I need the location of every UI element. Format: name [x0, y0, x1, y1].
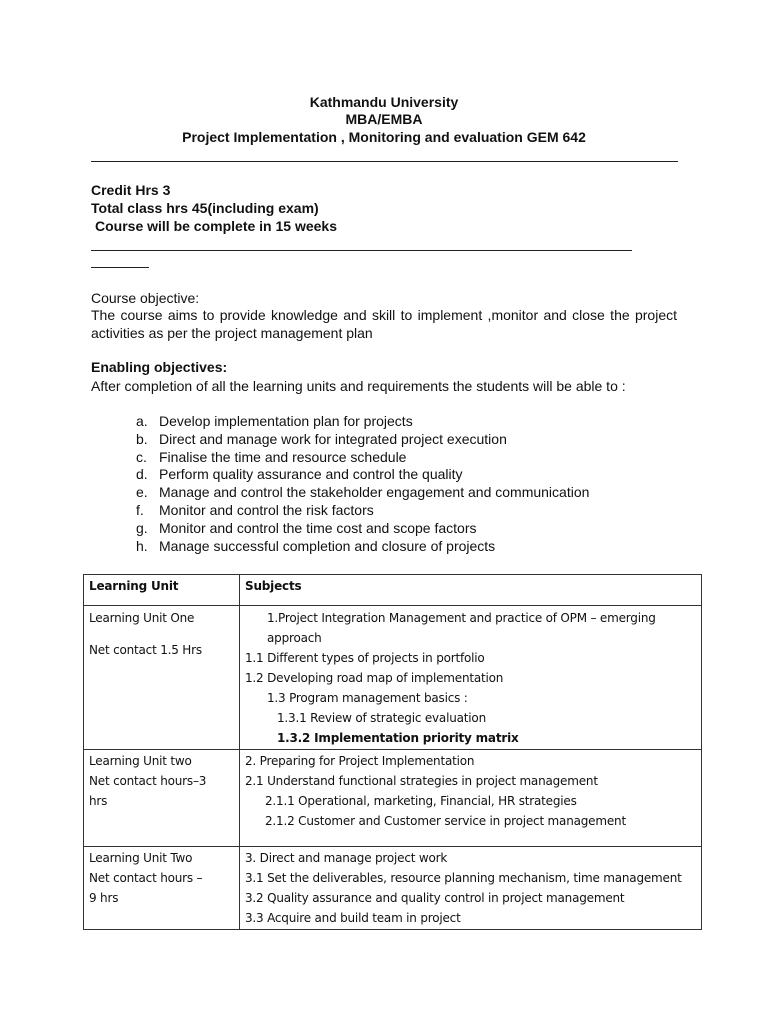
enabling-objectives-intro: After completion of all the learning units and requirements the students will be able to :: [91, 378, 626, 394]
divider: [91, 267, 149, 268]
objectives-list: [91, 413, 589, 555]
unit-contact: 9 hrs: [89, 891, 119, 905]
program-name: MBA/EMBA: [345, 111, 423, 127]
list-item-text: Monitor and control the risk factors: [159, 501, 374, 518]
subject-line: 2.1 Understand functional strategies in project management: [245, 774, 598, 788]
table-header-row: [84, 575, 702, 606]
table-row: [84, 847, 702, 930]
list-item-text: Perform quality assurance and control the quality: [159, 466, 463, 483]
subject-line: 3.3 Acquire and build team in project: [245, 911, 461, 925]
list-item-text: Manage successful completion and closure of projects: [159, 537, 496, 554]
unit-contact: Net contact hours –: [89, 871, 203, 885]
list-marker: f.: [136, 501, 144, 518]
list-item: [91, 484, 589, 502]
subjects-cell: [240, 606, 702, 750]
list-item: [91, 502, 589, 520]
total-hours: Total class hrs 45(including exam): [91, 200, 319, 216]
subject-line: approach: [267, 631, 322, 645]
list-marker: c.: [136, 448, 147, 465]
subject-line: 1.3 Program management basics :: [267, 691, 468, 705]
list-marker: d.: [136, 466, 148, 483]
unit-name: Learning Unit Two: [89, 851, 193, 865]
list-item-text: Direct and manage work for integrated project execution: [159, 430, 507, 447]
subject-line: 1.2 Developing road map of implementation: [245, 671, 504, 685]
subject-line: 3.1 Set the deliverables, resource planning mechanism, time management: [245, 871, 682, 885]
unit-name: Learning Unit two: [89, 754, 192, 768]
list-item: [91, 520, 589, 538]
list-item: [91, 538, 589, 556]
course-duration: Course will be complete in 15 weeks: [95, 218, 337, 234]
list-marker: b.: [136, 430, 148, 447]
course-objective-label: Course objective:: [91, 290, 200, 306]
unit-contact: Net contact hours–3: [89, 774, 207, 788]
list-item-text: Finalise the time and resource schedule: [159, 448, 407, 465]
list-item: [91, 466, 589, 484]
unit-cell: [84, 606, 240, 750]
list-marker: a.: [136, 413, 148, 429]
list-item: [91, 413, 589, 431]
credit-hours: Credit Hrs 3: [91, 182, 171, 198]
table-row: [84, 606, 702, 750]
subject-line: 2.1.2 Customer and Customer service in project management: [265, 814, 626, 828]
subject-line: 1.Project Integration Management and practice of OPM – emerging: [267, 611, 656, 625]
subject-line: 1.1 Different types of projects in portfolio: [245, 651, 485, 665]
list-marker: e.: [136, 484, 148, 501]
subject-line: 2. Preparing for Project Implementation: [245, 754, 475, 768]
subject-line: 1.3.2 Implementation priority matrix: [277, 731, 519, 745]
list-item: [91, 449, 589, 467]
course-title: Project Implementation , Monitoring and evaluation GEM 642: [182, 129, 586, 145]
list-marker: h.: [136, 537, 148, 554]
list-item-text: Monitor and control the time cost and scope factors: [159, 519, 477, 536]
unit-cell: [84, 847, 240, 930]
subject-line: 2.1.1 Operational, marketing, Financial, HR strategies: [265, 794, 577, 808]
course-objective-text: The course aims to provide knowledge and skill to implement ,monitor and close the project activities as per the project management plan: [91, 307, 677, 341]
divider: [91, 250, 632, 251]
subjects-cell: [240, 847, 702, 930]
list-marker: g.: [136, 519, 148, 536]
enabling-objectives-title: Enabling objectives:: [91, 359, 228, 375]
list-item-text: Manage and control the stakeholder engagement and communication: [159, 484, 590, 501]
list-item-text: Develop implementation plan for projects: [159, 413, 413, 429]
column-header-subjects: Subjects: [240, 575, 702, 606]
column-header-learning-unit: Learning Unit: [84, 575, 240, 606]
unit-contact: Net contact 1.5 Hrs: [89, 643, 202, 657]
subject-line: 3.2 Quality assurance and quality control in project management: [245, 891, 625, 905]
subject-line: 3. Direct and manage project work: [245, 851, 448, 865]
divider: [91, 161, 678, 162]
unit-cell: [84, 750, 240, 847]
learning-units-table: [83, 574, 702, 930]
university-name: Kathmandu University: [309, 94, 459, 110]
subjects-cell: [240, 750, 702, 847]
list-item: [91, 431, 589, 449]
table-row: [84, 750, 702, 847]
unit-contact: hrs: [89, 794, 108, 808]
subject-line: 1.3.1 Review of strategic evaluation: [277, 711, 486, 725]
unit-name: Learning Unit One: [89, 611, 195, 625]
